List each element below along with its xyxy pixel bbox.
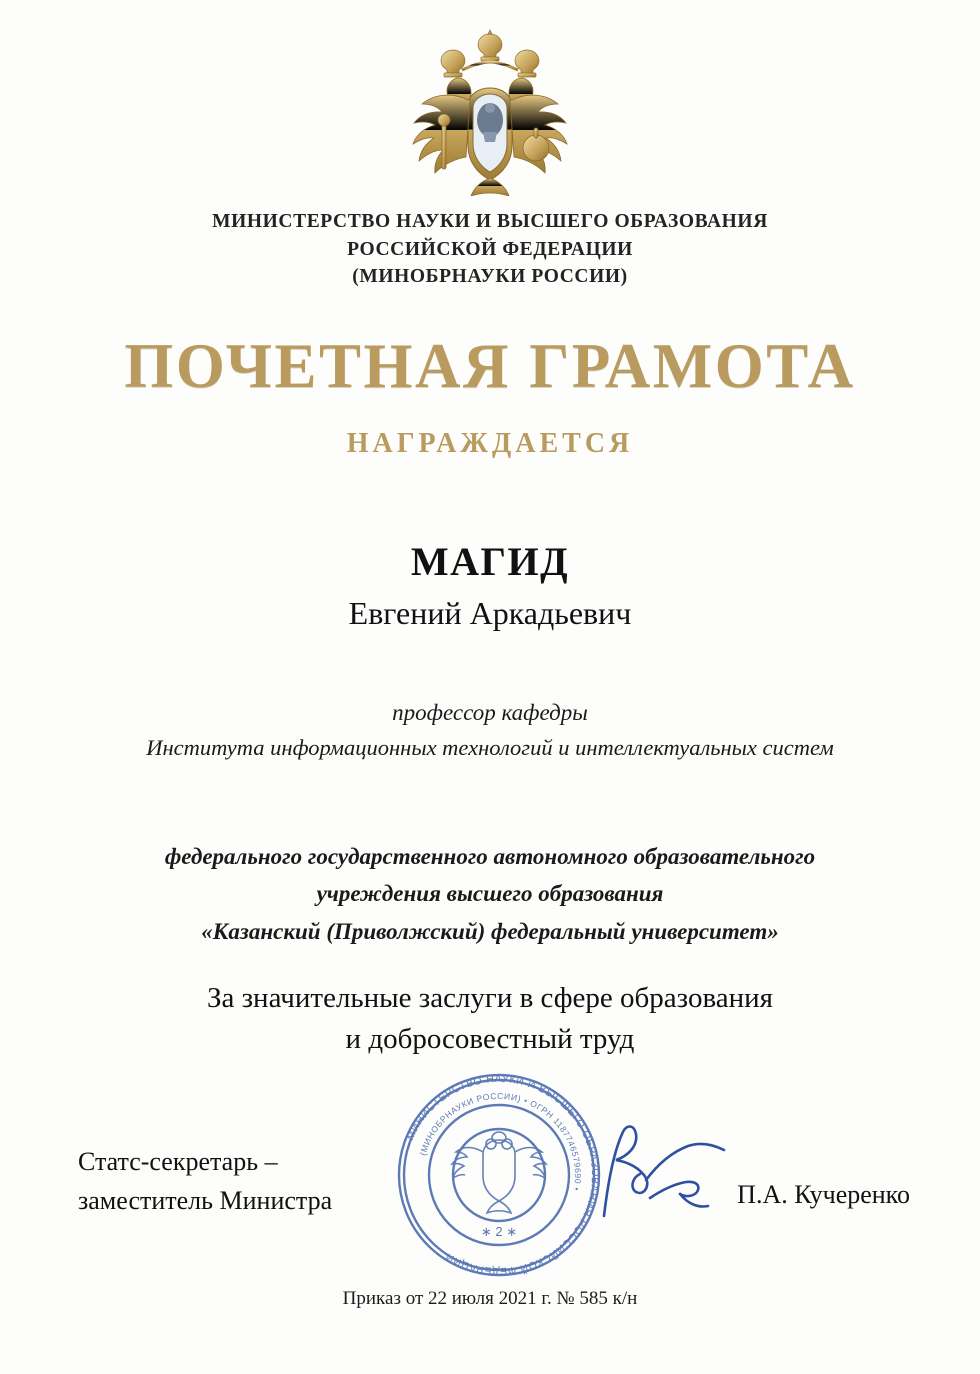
emblem-container bbox=[0, 28, 980, 196]
signer-title bbox=[78, 1142, 408, 1220]
handwritten-signature-icon bbox=[588, 1112, 748, 1232]
page-title: ПОЧЕТНАЯ ГРАМОТА bbox=[124, 331, 856, 401]
signer-title-line-1: Статс-секретарь – bbox=[78, 1147, 278, 1176]
position-line-1: профессор кафедры bbox=[392, 700, 588, 725]
stamp-inner-text: (МИНОБРНАУКИ РОССИИ) • ОГРН 1187746579690 • bbox=[417, 1090, 584, 1193]
stamp-number: ∗ 2 ∗ bbox=[480, 1224, 518, 1239]
ministry-heading bbox=[0, 208, 980, 291]
signer-name: П.А. Кучеренко bbox=[737, 1180, 910, 1209]
ministry-line-1: МИНИСТЕРСТВО НАУКИ И ВЫСШЕГО ОБРАЗОВАНИЯ bbox=[212, 211, 768, 232]
stamp-outer-text: МИНИСТЕРСТВО НАУКИ И ВЫСШЕГО ОБРАЗОВАНИЯ РОССИЙСКОЙ ФЕДЕРАЦИИ bbox=[404, 1072, 602, 1278]
ministry-line-2: РОССИЙСКОЙ ФЕДЕРАЦИИ bbox=[347, 238, 633, 260]
recipient-position bbox=[0, 695, 980, 766]
organisation-line-2: учреждения высшего образования bbox=[316, 881, 664, 907]
reason-line-2: и добросовестный труд bbox=[345, 1023, 635, 1056]
signer-title-line-2: заместитель Министра bbox=[78, 1186, 333, 1215]
position-line-2: Института информационных технологий и интеллектуальных систем bbox=[146, 734, 834, 760]
order-line: Приказ от 22 июля 2021 г. № 585 к/н bbox=[342, 1288, 638, 1309]
recipient-surname: МАГИД bbox=[410, 539, 570, 584]
russian-double-headed-eagle-emblem-icon bbox=[395, 28, 585, 196]
organisation-line-3: «Казанский (Приволжский) федеральный университет» bbox=[201, 918, 779, 944]
organisation-line-1: федерального государственного автономного образовательного bbox=[164, 844, 816, 869]
reason-line-1: За значительные заслуги в сфере образования bbox=[206, 982, 774, 1014]
organisation bbox=[0, 838, 980, 950]
ministry-line-3: (МИНОБРНАУКИ РОССИИ) bbox=[352, 266, 628, 288]
official-round-seal-stamp-icon bbox=[388, 1064, 610, 1286]
award-subtitle: НАГРАЖДАЕТСЯ bbox=[346, 428, 634, 459]
award-reason bbox=[0, 978, 980, 1060]
recipient-given-name: Евгений Аркадьевич bbox=[348, 595, 632, 631]
